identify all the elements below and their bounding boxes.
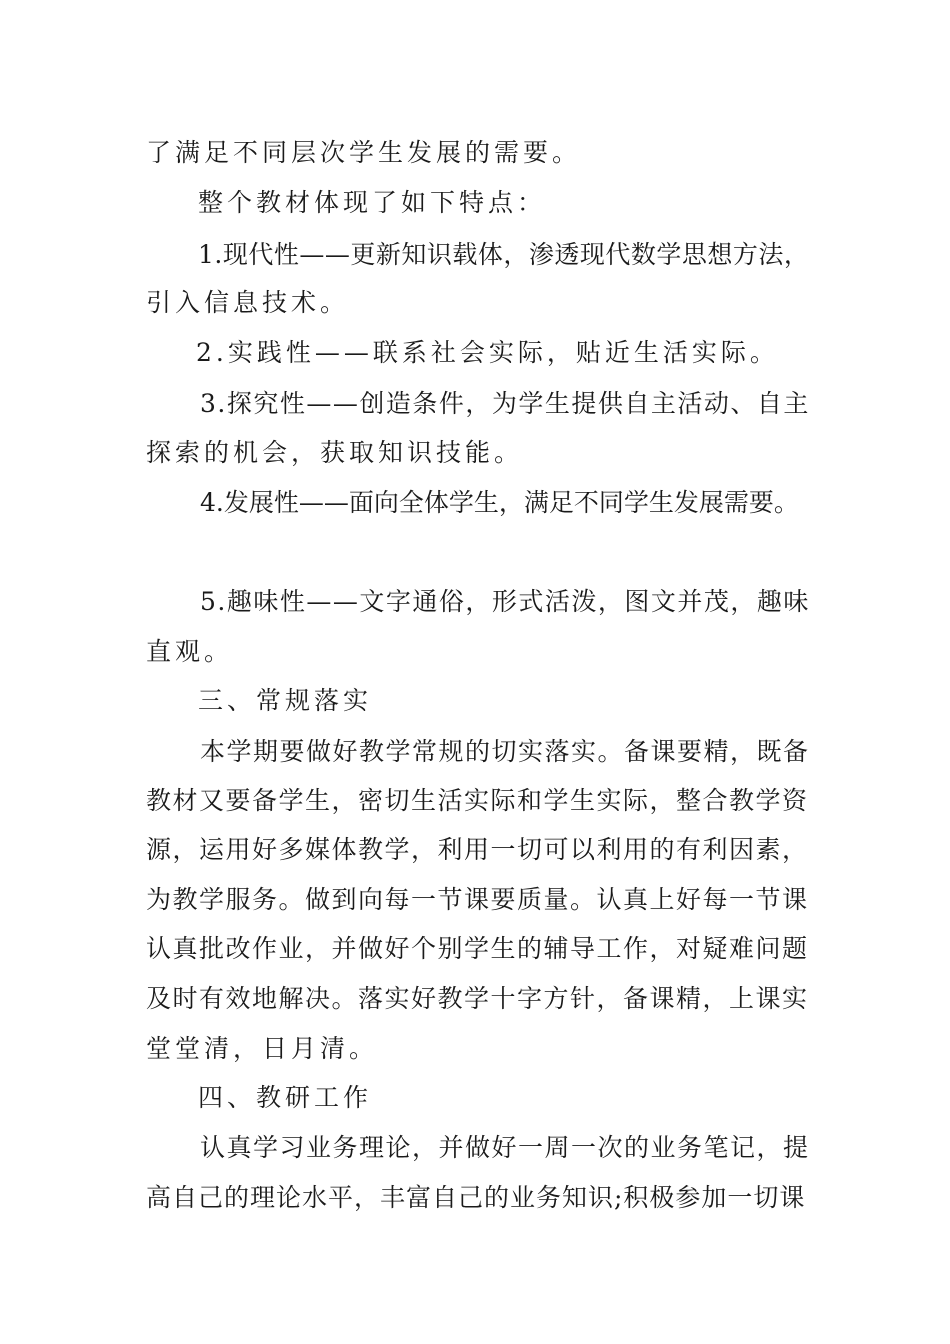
text-line: 本学期要做好教学常规的切实落实。备课要精，既备: [200, 737, 810, 766]
section-heading: 三、常规落实: [198, 686, 373, 715]
text-line: 4.发展性——面向全体学生，满足不同学生发展需要。: [200, 488, 799, 517]
text-line: 为教学服务。做到向每一节课要质量。认真上好每一节课: [146, 885, 809, 914]
text-line: 1.现代性——更新知识载体，渗透现代数学思想方法，: [198, 240, 810, 269]
text-line: 探索的机会，获取知识技能。: [146, 438, 524, 467]
text-line: 源，运用好多媒体教学，利用一切可以利用的有利因素，: [146, 835, 809, 864]
text-line: 2.实践性——联系社会实际，贴近生活实际。: [196, 338, 779, 367]
text-line: 教材又要备学生，密切生活实际和学生实际，整合教学资: [146, 786, 809, 815]
text-line: 引入信息技术。: [146, 288, 350, 317]
section-heading: 四、教研工作: [198, 1083, 373, 1112]
text-line: 认真学习业务理论，并做好一周一次的业务笔记，提: [200, 1133, 810, 1162]
text-line: 堂堂清，日月清。: [146, 1034, 379, 1063]
text-line: 高自己的理论水平，丰富自己的业务知识;积极参加一切课: [146, 1183, 806, 1212]
text-line: 直观。: [146, 637, 234, 666]
text-line: 整个教材体现了如下特点：: [198, 188, 547, 217]
text-line: 3.探究性——创造条件，为学生提供自主活动、自主: [200, 389, 810, 418]
text-line: 5.趣味性——文字通俗，形式活泼，图文并茂，趣味: [200, 587, 810, 616]
text-line: 了满足不同层次学生发展的需要。: [146, 138, 582, 167]
text-line: 及时有效地解决。落实好教学十字方针，备课精，上课实: [146, 984, 809, 1013]
text-line: 认真批改作业，并做好个别学生的辅导工作，对疑难问题: [146, 934, 809, 963]
